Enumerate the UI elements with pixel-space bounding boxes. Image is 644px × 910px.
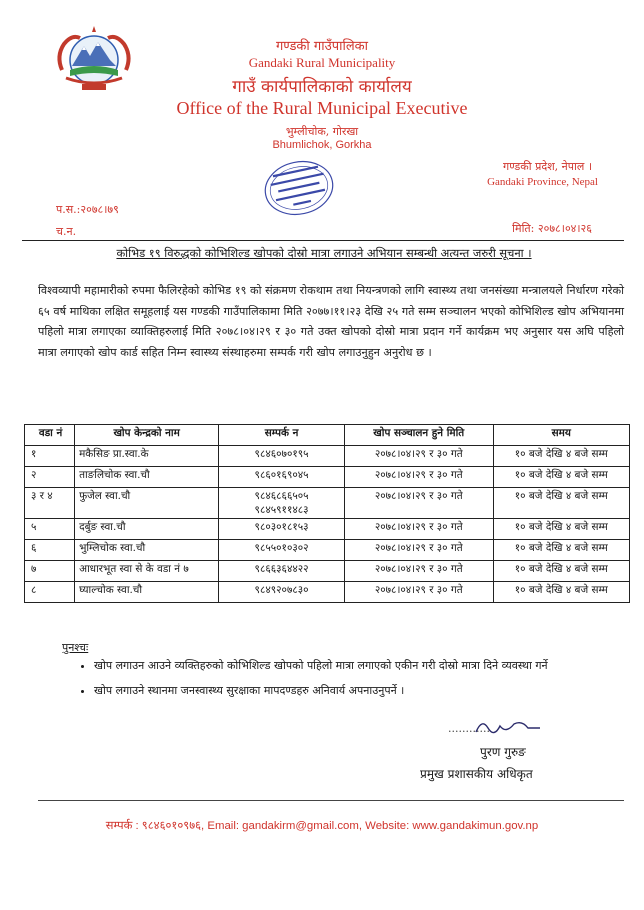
cell-phone: ९८४६०७०१९५ xyxy=(219,446,345,467)
reference-number: प.स.:२०७८।७९ xyxy=(56,203,119,216)
office-stamp xyxy=(254,152,344,224)
letter-date: मिति: २०७८।०४।२६ xyxy=(512,222,592,235)
table-row xyxy=(25,446,630,467)
col-time: समय xyxy=(493,425,629,446)
cell-phone: ९८५५०१०३०२ xyxy=(219,540,345,561)
cell-phone: ९८०३०१८१५३ xyxy=(219,519,345,540)
col-date: खोप सञ्चालन हुने मिति xyxy=(344,425,493,446)
cell-phone: ९८६६३६४४२२ xyxy=(219,561,345,582)
cell-time: १० बजे देखि ४ बजे सम्म xyxy=(493,467,629,488)
cell-phone: ९८६०१६९०४५ xyxy=(219,467,345,488)
municipality-name-np: गण्डकी गाउँपालिका xyxy=(275,39,369,54)
vaccination-centers-table xyxy=(24,424,630,603)
province-en: Gandaki Province, Nepal xyxy=(487,176,598,188)
cell-date: २०७८।०४।२९ र ३० गते xyxy=(344,488,493,519)
office-name-en: Office of the Rural Municipal Executive xyxy=(176,98,468,118)
cell-ward: ६ xyxy=(25,540,75,561)
cell-center: आधारभूत स्वा से के वडा नं ७ xyxy=(75,561,219,582)
cell-time: १० बजे देखि ४ बजे सम्म xyxy=(493,561,629,582)
cell-time: १० बजे देखि ४ बजे सम्म xyxy=(493,446,629,467)
cell-center: मकैसिङ प्रा.स्वा.के xyxy=(75,446,219,467)
col-ward: वडा नं xyxy=(25,425,75,446)
dispatch-number: च.न. xyxy=(56,225,77,238)
cell-time: १० बजे देखि ४ बजे सम्म xyxy=(493,488,629,519)
cell-center: घ्याल्चोक स्वा.चौ xyxy=(75,582,219,603)
cell-center: दर्बुङ स्वा.चौ xyxy=(75,519,219,540)
cell-ward: १ xyxy=(25,446,75,467)
cell-ward: ८ xyxy=(25,582,75,603)
cell-date: २०७८।०४।२९ र ३० गते xyxy=(344,561,493,582)
cell-date: २०७८।०४।२९ र ३० गते xyxy=(344,446,493,467)
postscript-label: पुनश्चः xyxy=(62,641,89,654)
cell-date: २०७८।०४।२९ र ३० गते xyxy=(344,540,493,561)
handwritten-signature xyxy=(470,716,560,738)
table-row xyxy=(25,467,630,488)
address-np: भुम्लीचोक, गोरखा xyxy=(285,125,359,138)
municipality-name-en: Gandaki Rural Municipality xyxy=(248,55,396,70)
cell-date: २०७८।०४।२९ र ३० गते xyxy=(344,582,493,603)
cell-phone: ९८४६८६६५०५ ९८४५९११४८३ xyxy=(219,488,345,519)
cell-time: १० बजे देखि ४ बजे सम्म xyxy=(493,582,629,603)
address-en: Bhumlichok, Gorkha xyxy=(272,139,372,151)
table-row xyxy=(25,561,630,582)
notice-title: कोभिड १९ विरुद्धको कोभिशिल्ड खोपको दोस्रो मात्रा लगाउने अभियान सम्बन्धी अत्यन्त जरुरी सूचना । xyxy=(116,246,532,260)
table-row xyxy=(25,582,630,603)
col-phone: सम्पर्क न xyxy=(219,425,345,446)
cell-center: भुम्लिचोक स्वा.चौ xyxy=(75,540,219,561)
cell-phone: ९८४९२०७८३० xyxy=(219,582,345,603)
list-item: • खोप लगाउने स्थानमा जनस्वास्थ्य सुरक्षाका मापदण्डहरु अनिवार्य अपनाउनुपर्ने । xyxy=(94,681,614,701)
contact-footer: सम्पर्क : ९८४६०१०९७६, Email: gandakirm@gmail.com, Website: www.gandakimun.gov.np xyxy=(105,820,539,832)
cell-ward: ५ xyxy=(25,519,75,540)
notice-body: विश्वव्यापी महामारीको रुपमा फैलिरहेको कोभिड १९ को संक्रमण रोकथाम तथा नियन्त्रणको लागि स्वास्थ्य तथा जनसंख्या मन्त्रालयले निर्धारण गरेको ६५ वर्ष माथिका लक्षित समूहलाई यस गण्डकी गाउँपालिकामा मिति २०७७।११।२३ देखि २५ गते सम्म सञ्चालन भएको कोभिशिल्ड खोप अभियानमा पहिलो मात्रा लगाएका व्याक्तिहरुलाई मिति २०७८।०४।२९ र ३० गते उक्त खोपको दोस्रो मात्रा प्रदान गर्ने कार्यक्रम भए अनुसार यस अघि पहिलो मात्रा लगाएको खोप कार्ड सहित निम्न स्वास्थ्य संस्थाहरुमा सम्पर्क गरी खोप लगाउनुहुन अनुरोध छ । xyxy=(38,284,624,359)
cell-time: १० बजे देखि ४ बजे सम्म xyxy=(493,519,629,540)
office-name-np: गाउँ कार्यपालिकाको कार्यालय xyxy=(232,77,412,97)
cell-time: १० बजे देखि ४ बजे सम्म xyxy=(493,540,629,561)
col-center: खोप केन्द्रको नाम xyxy=(75,425,219,446)
cell-ward: ७ xyxy=(25,561,75,582)
table-row xyxy=(25,540,630,561)
table-row xyxy=(25,519,630,540)
list-item: • खोप लगाउन आउने व्यक्तिहरुको कोभिशिल्ड खोपको पहिलो मात्रा लगाएको एकीन गरी दोस्रो मात्रा दिने व्यवस्था गर्ने xyxy=(94,656,614,676)
cell-center: फुजेल स्वा.चौ xyxy=(75,488,219,519)
province-np: गण्डकी प्रदेश, नेपाल । xyxy=(503,160,592,173)
signatory-title: प्रमुख प्रशासकीय अधिकृत xyxy=(420,767,533,781)
signatory-name: पुरण गुरुङ xyxy=(480,745,526,759)
postscript-notes xyxy=(72,656,614,706)
table-row xyxy=(25,488,630,519)
header-divider xyxy=(22,240,624,241)
footer-divider xyxy=(38,800,624,801)
cell-center: ताङलिचोक स्वा.चौ xyxy=(75,467,219,488)
table-header-row xyxy=(25,425,630,446)
cell-ward: ३ र ४ xyxy=(25,488,75,519)
cell-ward: २ xyxy=(25,467,75,488)
signature-line: ............ xyxy=(448,722,490,735)
cell-date: २०७८।०४।२९ र ३० गते xyxy=(344,467,493,488)
cell-date: २०७८।०४।२९ र ३० गते xyxy=(344,519,493,540)
